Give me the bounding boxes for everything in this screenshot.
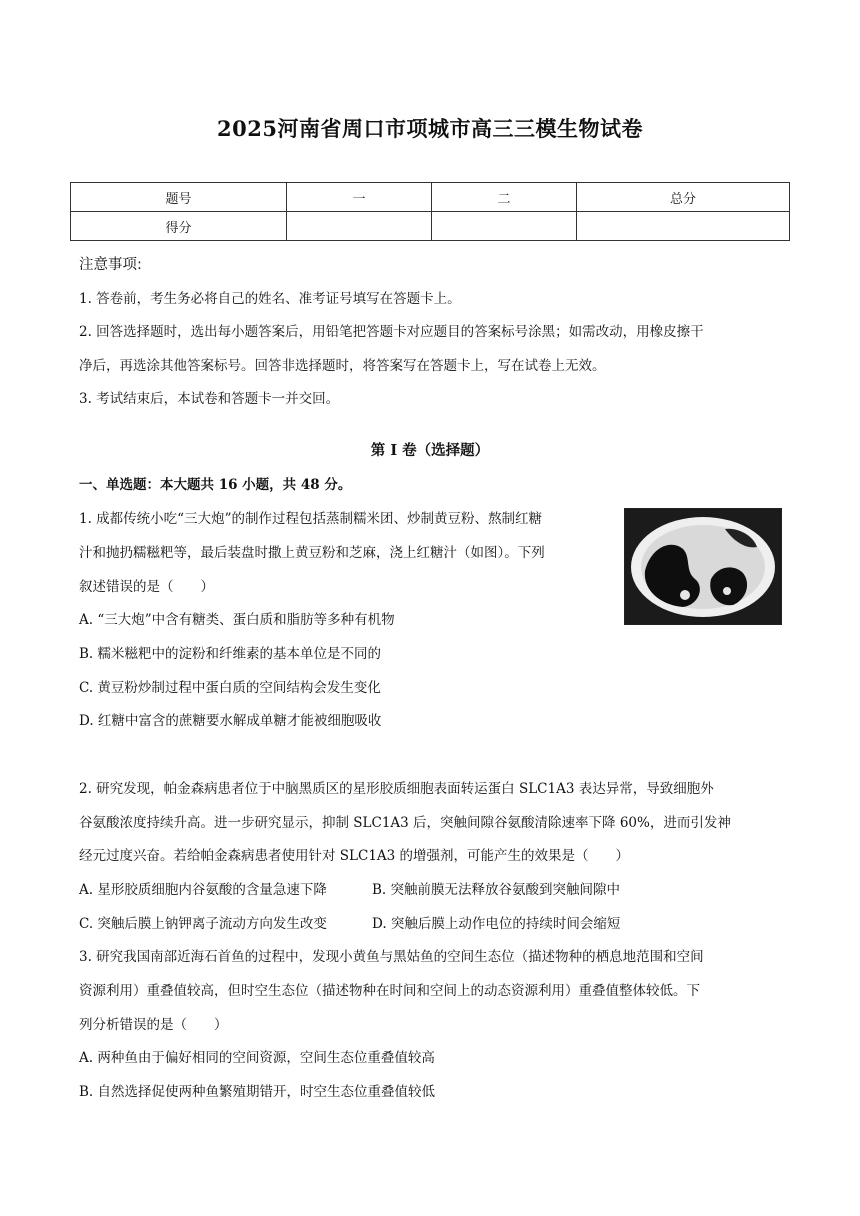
dessert-photo [624,508,782,625]
question-2-stem: 经元过度兴奋。若给帕金森病患者使用针对 SLC1A3 的增强剂，可能产生的效果是（ ） [79,848,630,864]
score-table-cell: 题号 [71,183,287,212]
score-input-cell[interactable] [432,212,577,241]
question-2-option-b: B. 突触前膜无法释放谷氨酸到突触间隙中 [372,882,621,898]
score-table [70,182,790,241]
question-1-stem: 汁和抛扔糯糍粑等，最后装盘时撒上黄豆粉和芝麻，浇上红糖汁（如图）。下列 [79,545,545,561]
question-3-option-a: A. 两种鱼由于偏好相同的空间资源，空间生态位重叠值较高 [79,1050,435,1066]
question-1-option-b: B. 糯米糍粑中的淀粉和纤维素的基本单位是不同的 [79,646,382,662]
section-title: 第 I 卷（选择题） [370,442,490,459]
score-table-row [71,212,790,241]
question-2-option-a: A. 星形胶质细胞内谷氨酸的含量急速下降 [79,882,327,898]
score-table-cell: 总分 [577,183,790,212]
question-1-option-d: D. 红糖中富含的蔗糖要水解成单糖才能被细胞吸收 [79,713,382,729]
score-table-cell: 一 [287,183,432,212]
score-input-cell[interactable] [577,212,790,241]
question-3-stem: 3. 研究我国南部近海石首鱼的过程中，发现小黄鱼与黑姑鱼的空间生态位（描述物种的栖息地范围和空间 [79,949,704,965]
question-2-stem: 2. 研究发现，帕金森病患者位于中脑黑质区的星形胶质细胞表面转运蛋白 SLC1A3 表达异常，导致细胞外 [79,781,714,797]
question-3-stem: 资源利用）重叠值较高，但时空生态位（描述物种在时间和空间上的动态资源利用）重叠值整体较低。下 [79,983,700,999]
question-2-stem: 谷氨酸浓度持续升高。进一步研究显示，抑制 SLC1A3 后，突触间隙谷氨酸清除速率下降 60%，进而引发神 [79,815,731,831]
question-1-stem: 1. 成都传统小吃“三大炮”的制作过程包括蒸制糯米团、炒制黄豆粉、熬制红糖 [79,511,542,527]
score-table-cell: 二 [432,183,577,212]
question-1-stem: 叙述错误的是（ ） [79,579,214,595]
score-table-cell: 得分 [71,212,287,241]
question-1-option-a: A. “三大炮”中含有糖类、蛋白质和脂肪等多种有机物 [79,612,395,628]
page-title: 2025河南省周口市项城市高三三模生物试卷 [217,116,643,141]
question-3-stem: 列分析错误的是（ ） [79,1017,228,1033]
question-3-option-b: B. 自然选择促使两种鱼繁殖期错开，时空生态位重叠值较低 [79,1084,436,1100]
question-1-option-c: C. 黄豆粉炒制过程中蛋白质的空间结构会发生变化 [79,680,381,696]
note-item: 3. 考试结束后，本试卷和答题卡一并交回。 [79,391,340,407]
part-heading: 一、单选题：本大题共 16 小题，共 48 分。 [79,477,352,493]
score-table-header-row [71,183,790,212]
notes-heading: 注意事项: [79,257,142,273]
question-2-option-d: D. 突触后膜上动作电位的持续时间会缩短 [372,916,621,932]
note-item: 净后，再选涂其他答案标号。回答非选择题时，将答案写在答题卡上，写在试卷上无效。 [79,358,606,374]
note-item: 2. 回答选择题时，选出每小题答案后，用铅笔把答题卡对应题目的答案标号涂黑；如需改动，用橡皮擦干 [79,324,704,340]
dessert-plate-illustration [625,509,781,624]
note-item: 1. 答卷前，考生务必将自己的姓名、准考证号填写在答题卡上。 [79,291,461,307]
question-2-option-c: C. 突触后膜上钠钾离子流动方向发生改变 [79,916,327,932]
score-input-cell[interactable] [287,212,432,241]
